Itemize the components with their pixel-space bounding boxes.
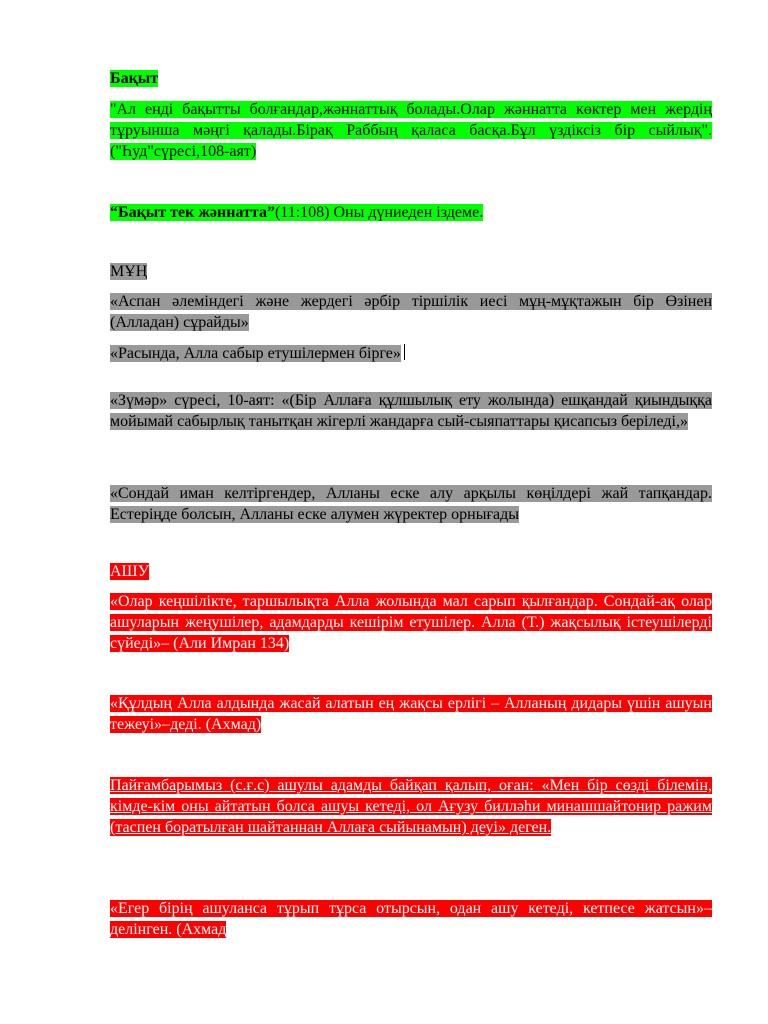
paragraph-sorrow-2: «Расында, Алла сабыр етушілермен бірге» — [110, 343, 712, 364]
section-heading-anger: АШУ — [110, 563, 150, 580]
paragraph-anger-4: «Егер бірің ашуланса тұрып тұрса отырсын, одан ашу кетеді, кетпесе жатсын»–делінген. (Ахмад — [110, 900, 712, 938]
quote-rest-text: (11:108) Оны дүниеден іздеме. — [274, 204, 484, 221]
paragraph-anger-3: Пайғамбарымыз (с.ғ.с) ашулы адамды байқап қалып, оған: «Мен бір сөзді білемін, кімде-кім оны айтатын болса ашуы кетеді, ол Ағузу билләһи минашшайтонир ражим (таспен боратылған шайтаннан Аллаға сыйынамын) деуі» деген. — [110, 777, 712, 836]
paragraph-sorrow-3: «Зүмәр» сүресі, 10-аят: «(Бір Аллаға құлшылық ету жолында) ешқандай қиындыққа мойымай сабырлық танытқан жігерлі жандарға сый-сыяпаттары қисапсыз беріледі,» — [110, 392, 712, 430]
text-cursor — [404, 344, 405, 360]
paragraph-anger-2: «Құлдың Алла алдында жасай алатын ең жақсы ерлігі – Алланың дидары үшін ашуын тежеуі»–деді. (Ахмад) — [110, 695, 712, 733]
paragraph-sorrow-4: «Сондай иман келтіргендер, Алланы еске алу арқылы көңілдері жай тапқандар. Естеріңде болсын, Алланы еске алумен жүректер орнығады — [110, 485, 712, 523]
paragraph-happiness-quote — [110, 202, 712, 223]
section-heading-happiness: Бақыт — [110, 70, 159, 87]
paragraph-anger-1: «Олар кеңшілікте, таршылықта Алла жолында мал сарып қылғандар. Сондай-ақ олар ашуларын жеңушілер, адамдарды кешірім етушілер. Алла (Т.) жақсылық істеушілерді сүйеді»– (Али Имран 134) — [110, 593, 712, 652]
paragraph-happiness-verse: "Ал енді бақытты болғандар,жәннаттық болады.Олар жәннатта көктер мен жердің тұруынша мәңгі қалады.Бірақ Раббың қаласа басқа.Бұл үздіксіз бір сыйлық".("Һуд"сүресі,108-аят) — [110, 101, 712, 160]
section-heading-sorrow: МҰҢ — [110, 263, 148, 280]
quote-bold-text: “Бақыт тек жәннатта” — [110, 204, 275, 221]
paragraph-sorrow-1: «Аспан әлеміндегі және жердегі әрбір тіршілік иесі мұң-мұқтажын бір Өзінен (Алладан) сұрайды» — [110, 293, 712, 331]
